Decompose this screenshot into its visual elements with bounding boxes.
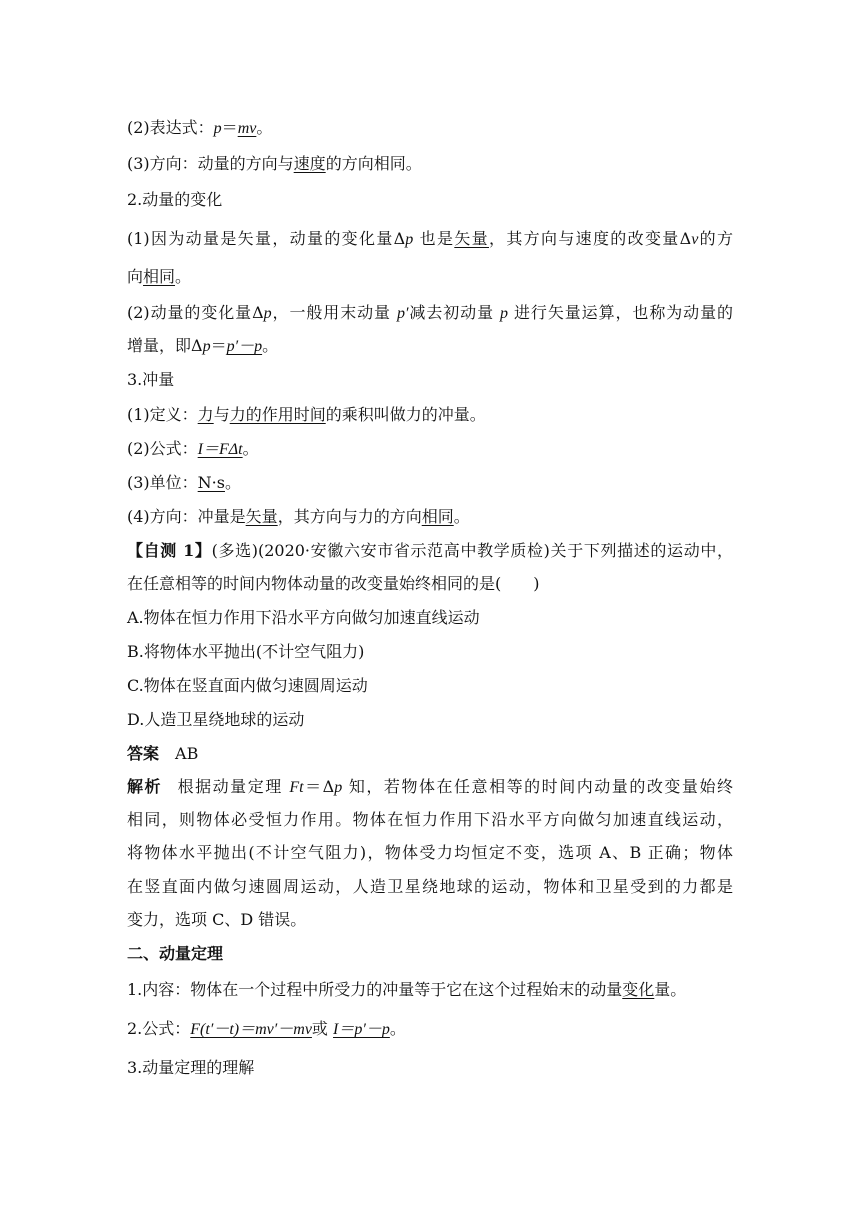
question-tag: 【自测 1】 [127, 541, 212, 560]
section-heading-momentum-change: 2.动量的变化 [127, 190, 223, 209]
option-d: D.人造卫星绕地球的运动 [127, 710, 305, 729]
answer-label: 答案 [127, 744, 160, 763]
theorem-content-line: 1.内容：物体在一个过程中所受力的冲量等于它在这个过程始末的动量变化量。 [127, 980, 687, 999]
momentum-expression-line: (2)表达式：p＝mv。 [127, 118, 273, 137]
option-a: A.物体在恒力作用下沿水平方向做匀加速直线运动 [127, 608, 480, 627]
section-heading-impulse: 3.冲量 [127, 370, 175, 389]
impulse-formula-line: (2)公式：I＝FΔt。 [127, 439, 259, 458]
change-paragraph-1-line-2: 向相同。 [127, 267, 192, 286]
question-stem-line-1: 【自测 1】(多选)(2020·安徽六安市省示范高中教学质检)关于下列描述的运动中， [127, 541, 733, 560]
change-paragraph-2-line-2: 增量，即Δp＝p′－p。 [127, 336, 279, 355]
theorem-understanding-heading: 3.动量定理的理解 [127, 1058, 255, 1077]
analysis-line-5: 变力，选项 C、D 错误。 [127, 910, 307, 929]
answer-value: AB [175, 744, 199, 763]
change-paragraph-2-line-1: (2)动量的变化量Δp，一般用末动量 p′减去初动量 p 进行矢量运算，也称为动量的 [127, 303, 733, 322]
answer-line [127, 743, 198, 765]
analysis-label: 解析 [127, 777, 163, 796]
section-heading-momentum-theorem: 二、动量定理 [127, 944, 224, 963]
question-stem-line-2: 在任意相等的时间内物体动量的改变量始终相同的是( ) [127, 574, 540, 593]
analysis-line-4: 在竖直面内做匀速圆周运动，人造卫星绕地球的运动，物体和卫星受到的力都是 [127, 877, 733, 896]
analysis-line-2: 相同，则物体必受恒力作用。物体在恒力作用下沿水平方向做匀加速直线运动， [127, 810, 733, 829]
option-b: B.将物体水平抛出(不计空气阻力) [127, 642, 365, 661]
impulse-unit-line: (3)单位：N·s。 [127, 473, 241, 492]
option-c: C.物体在竖直面内做匀速圆周运动 [127, 676, 368, 695]
change-paragraph-1-line-1: (1)因为动量是矢量，动量的变化量Δp 也是矢量，其方向与速度的改变量Δv的方 [127, 229, 733, 248]
impulse-definition-line: (1)定义：力与力的作用时间的乘积叫做力的冲量。 [127, 405, 486, 424]
analysis-line-3: 将物体水平抛出(不计空气阻力)，物体受力均恒定不变，选项 A、B 正确；物体 [127, 843, 733, 862]
theorem-formula-line: 2.公式：F(t′－t)＝mv′－mv或 I＝p′－p。 [127, 1019, 406, 1038]
momentum-direction-line: (3)方向：动量的方向与速度的方向相同。 [127, 154, 422, 173]
analysis-line-1: 解析 根据动量定理 Ft＝Δp 知，若物体在任意相等的时间内动量的改变量始终 [127, 777, 733, 796]
impulse-direction-line: (4)方向：冲量是矢量，其方向与力的方向相同。 [127, 507, 470, 526]
